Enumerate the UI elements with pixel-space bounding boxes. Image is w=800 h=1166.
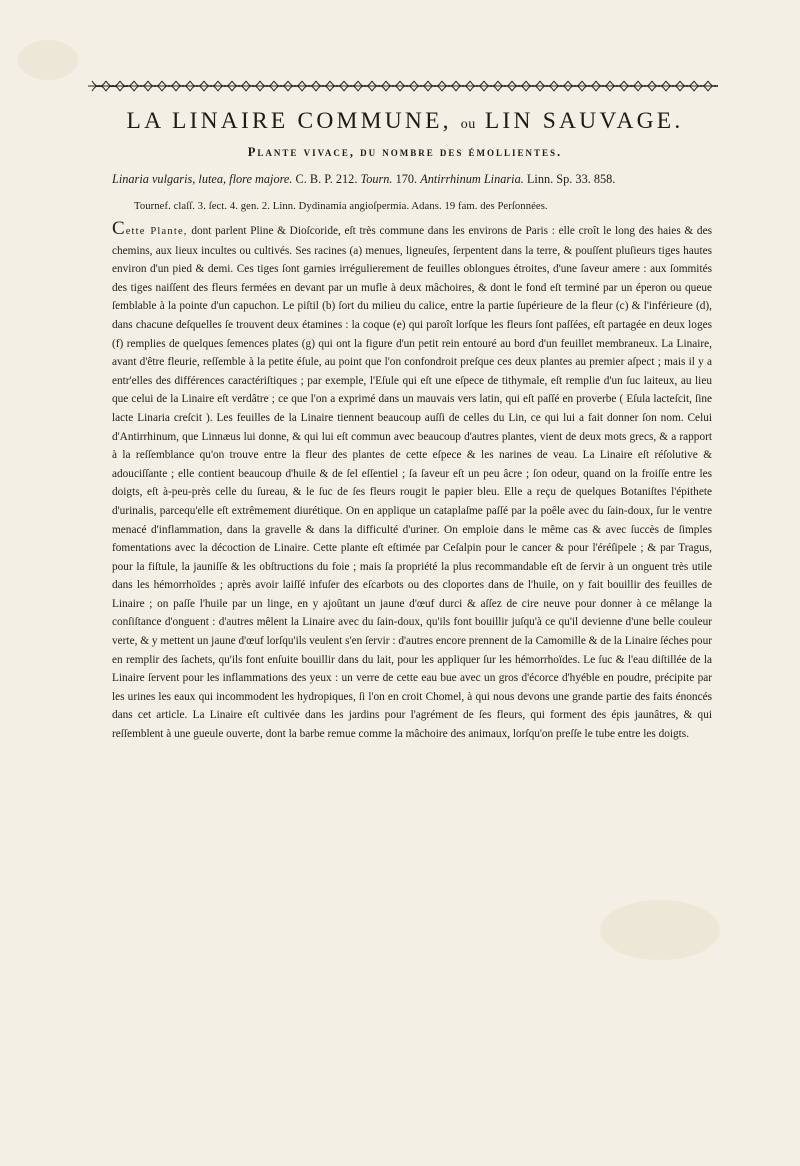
classification-line: Tournef. claſſ. 3. ſect. 4. gen. 2. Linn. Dydinamia angioſpermia. Adans. 19 fam. des Perſonnées. (134, 201, 548, 212)
tourn-page: 170. (395, 172, 418, 186)
ornamental-border (88, 78, 718, 94)
drop-cap: C (112, 218, 126, 239)
paper-stain (600, 900, 720, 960)
cbp-ref: C. B. P. 212. (295, 172, 358, 186)
article-body (112, 220, 712, 744)
article-text: dont parlent Pline & Dioſcoride, eſt très commune dans les environs de Paris : elle croît le long des haies & des chemins, aux lieux incultes ou cultivés. Ses racines (a) menues, ligneuſes, ſerpentent dans la terre, & pouſſent pluſieurs tiges hautes environ d'un pied & demi. Ces tiges ſont garnies irrégulierement de feuilles oblongues étroites, d'une ſaveur amere : aux ſommités des tiges naiſſent des fleurs fermées en devant par un mufle à deux mâchoires, & dont le fond eſt terminé par un éperon ou queue ſemblable à la pointe d'un capuchon. Le piſtil (b) ſort du milieu du calice, entre la partie ſupérieure de la fleur (c) & l'inférieure (d), dans chacune deſquelles ſe trouvent deux étamines : la coque (e) qui paroît lorſque les fleurs ſont paſſées, eſt partagée en deux loges (f) remplies de quelques ſemences plates (g) qui ont la figure d'un petit rein entouré au bord d'un feuillet membraneux. La Linaire, avant d'être fleurie, reſſemble à la petite éſule, au point que l'on confondroit preſque ces deux plantes au premier aſpect ; mais il y a entr'elles des différences caractériſtiques ; par exemple, l'Eſule qui eſt une eſpece de tithymale, eſt remplie d'un ſuc laiteux, au lieu que celui de la Linaire eſt verdâtre ; ce que l'on a exprimé dans un mauvais vers latin, qui eſt paſſé en proverbe ( Eſula lacteſcit, ſine lacte Linaria creſcit ). Les feuilles de la Linaire tiennent beaucoup auſſi de celles du Lin, ce qui lui a fait donner ſon nom. Celui d'Antirrhinum, que Linnæus lui donne, & qui lui eſt commun avec beaucoup d'autres plantes, vient de deux mots grecs, & a rapport à la reſſemblance qu'on trouve entre la fleur des plantes de cette eſpece & les narines de veau. La Linaire eſt réſolutive & adouciſſante ; elle contient beaucoup d'huile & de ſel eſſentiel ; ſa ſaveur eſt un peu âcre ; ſon odeur, quand on la froiſſe entre les doigts, eſt à-peu-près celle du ſureau, & le ſuc de ſes fleurs rougit le papier bleu. Elle a reçu de quelques Botaniſtes l'épithete d'urinalis, parcequ'elle eſt extrêmement diurétique. On en applique un cataplaſme paſſé par la poêle avec du ſain-doux, ſur le ventre menacé d'inflammation, dans la gravelle & dans la difficulté d'uriner. On emploie dans le même cas & avec ſuccès de ſimples fomentations avec la décoction de Linaire. Cette plante eſt eſtimée par Ceſalpin pour le cancer & pour l'éréſipele ; & par Tragus, pour la fiſtule, la jauniſſe & les obſtructions du foie ; mais ſa propriété la plus recommandable eſt de ſervir à un onguent très utile dans les hémorrhoïdes ; après avoir laiſſé infuſer des eſcarbots ou des cloportes dans de l'huile, on y fait bouillir des feuilles de Linaire ; on paſſe l'huile par un linge, en y ajoûtant un jaune d'œuf durci & aſſez de cire neuve pour donner à ce mêlange la conſiſtance d'onguent : d'autres mêlent la Linaire avec du ſain-doux, qu'ils font bouillir juſqu'à ce qu'il devienne d'une belle couleur verte, & y mettent un jaune d'œuf lorſqu'ils veulent s'en ſervir : d'autres encore prennent de la Camomille & de la Linaire ſéches pour en remplir des ſachets, qu'ils font enſuite bouillir dans du lait, pour les appliquer ſur les hémorrhoïdes. Le ſuc & l'eau diſtillée de la Linaire ſervent pour les inflammations des yeux : un verre de cette eau bue avec un gros d'écorce d'hyéble en poudre, précipite par les urines les eaux qui incommodent les hydropiques, ſi l'on en croit Chomel, à qui nous devons une grande partie des faits énoncés dans cet article. La Linaire eſt cultivée dans les jardins pour l'agrément de ſes fleurs, qui forment des épis jaunâtres, & qui reſſemblent à une gueule ouverte, dont la barbe remue comme la mâchoire des animaux, lorſqu'on preſſe le tube entre les doigts. (112, 225, 712, 741)
page-title (100, 108, 710, 135)
antirrhinum-name: Antirrhinum Linaria. (420, 172, 524, 186)
paper-stain (18, 40, 78, 80)
latin-name: Linaria vulgaris, lutea, flore majore. (112, 172, 293, 186)
title-end: LIN SAUVAGE. (484, 108, 684, 134)
tourn-ref: Tourn. (360, 172, 393, 186)
title-main: LA LINAIRE COMMUNE, (126, 108, 452, 134)
synonymy-line (112, 172, 712, 187)
subtitle: Plante vivace, du nombre des émollientes. (247, 145, 563, 159)
linn-ref: Linn. Sp. 33. 858. (526, 172, 616, 186)
title-ou: ou (460, 117, 476, 132)
lead-words: ette Plante, (125, 226, 188, 237)
